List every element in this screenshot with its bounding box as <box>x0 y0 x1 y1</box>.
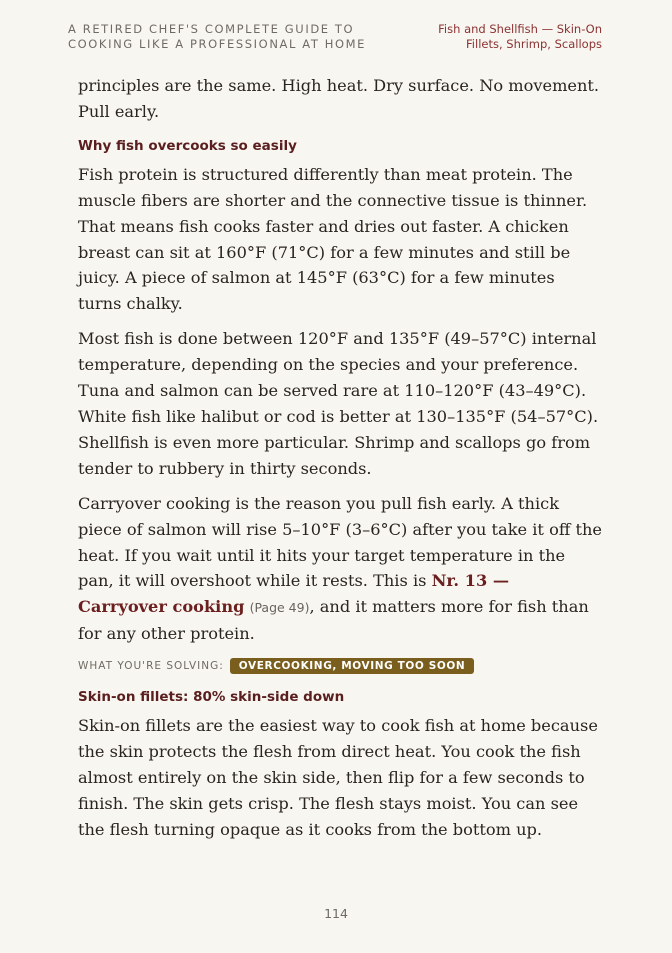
paragraph-doneness-temperatures: Most fish is done between 120°F and 135°F (49–57°C) internal temperature, depending on the species and your preference. Tuna and salmon can be served rare at 110–120°F (43–49°C). White fish like halibut or cod is better at 130–135°F (54–57°C). Shellfish is even more particular. Shrimp and scallops go from tender to rubbery in thirty seconds. <box>78 329 599 478</box>
chapter-line-1: Fish and Shellfish — Skin-On <box>438 22 602 36</box>
cross-reference-page: (Page 49) <box>249 600 310 616</box>
section-heading-skin-on-fillets: Skin-on fillets: 80% skin-side down <box>78 689 345 706</box>
paragraph-carryover-cooking <box>78 491 602 647</box>
paragraph-fish-protein: Fish protein is structured differently than meat protein. The muscle fibers are shorter and the connective tissue is thinner. That means fish cooks faster and dries out faster. A chicken breast can sit at 160°F (71°C) for a few minutes and still be juicy. A piece of salmon at 145°F (63°C) for a few minutes turns chalky. <box>78 164 588 314</box>
solving-callout <box>78 656 602 676</box>
running-header-book-title <box>68 22 366 52</box>
chapter-line-2: Fillets, Shrimp, Scallops <box>466 37 602 51</box>
solving-label: WHAT YOU'RE SOLVING: <box>78 660 224 673</box>
page-content <box>78 73 602 852</box>
running-header-chapter <box>438 22 602 52</box>
carryover-text-before: Carryover cooking is the reason you pull fish early. A thick piece of salmon will rise 5–10°F (3–6°C) after you take it off the heat. If you wait until it hits your target temperature in the pan, it will overshoot while it rests. This is <box>78 493 602 591</box>
cross-reference-link[interactable]: Nr. 13 — Carryover cooking <box>78 571 510 617</box>
paragraph-continued: principles are the same. High heat. Dry surface. No movement. Pull early. <box>78 76 600 121</box>
book-title-line-1: A RETIRED CHEF'S COMPLETE GUIDE TO <box>68 22 355 36</box>
carryover-text-after: , and it matters more for fish than for any other protein. <box>78 597 589 644</box>
book-title-line-2: COOKING LIKE A PROFESSIONAL AT HOME <box>68 37 366 51</box>
section-heading-why-fish-overcooks: Why fish overcooks so easily <box>78 137 297 154</box>
solving-badge: OVERCOOKING, MOVING TOO SOON <box>230 658 475 674</box>
paragraph-skin-on-fillets: Skin-on fillets are the easiest way to cook fish at home because the skin protects the flesh from direct heat. You cook the fish almost entirely on the skin side, then flip for a few seconds to finish. The skin gets crisp. The flesh stays moist. You can see the flesh turning opaque as it cooks from the bottom up. <box>78 716 598 839</box>
page-number: 114 <box>324 906 348 921</box>
